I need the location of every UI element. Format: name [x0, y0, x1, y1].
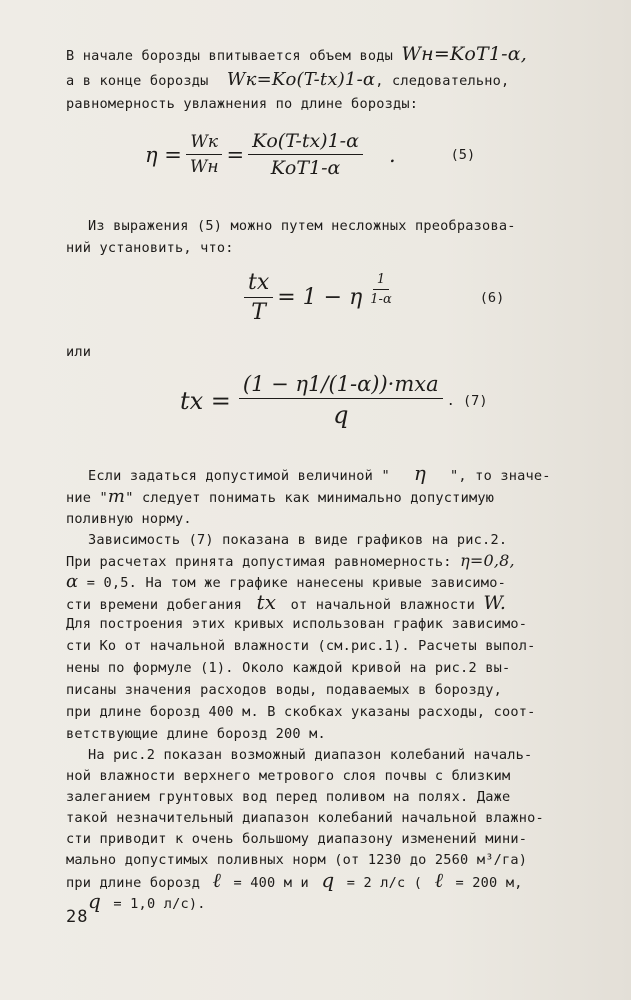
- para2-line2: ний установить, что:: [66, 240, 234, 256]
- para4-line3: α = 0,5. На том же графике нанесены кривые зависимо-: [66, 571, 506, 592]
- eq6-fraction: $\frac{tx}{T}$: [244, 270, 273, 325]
- equation-5: η = $\frac{Wк}{Wн}$ = $\frac{Kо(T-tx)1-\alpha}{\text{KоT1-α}}$ . (5): [145, 130, 476, 179]
- para4-line8: писаны значения расходов воды, подаваемых в борозду,: [66, 682, 502, 698]
- wk-formula: Wк=Kо(T-tx)1-α: [226, 69, 376, 90]
- para5-line1: На рис.2 показан возможный диапазон колебаний началь-: [88, 747, 533, 763]
- para4-line10: ветствующие длине борозд 200 м.: [66, 726, 326, 742]
- para5-line5: сти приводит к очень большому диапазону изменений мини-: [66, 831, 528, 847]
- eq7-number: . (7): [446, 392, 488, 409]
- para4-line6: сти Kо от начальной влажности (см.рис.1). Расчеты выпол-: [66, 638, 536, 654]
- para4-line7: нены по формуле (1). Около каждой кривой на рис.2 вы-: [66, 660, 511, 676]
- para1-line1: В начале борозды впитывается объем воды Wн=KоT1-α,: [66, 43, 528, 65]
- para5-line7: при длине борозд ℓ = 400 м и q = 2 л/с ( ℓ = 200 м,: [66, 868, 523, 892]
- para2-line1: Из выражения (5) можно путем несложных преобразова-: [88, 218, 516, 234]
- eq5-number: (5): [450, 146, 476, 163]
- para5-line2: ной влажности верхнего метрового слоя почвы с близким: [66, 768, 511, 784]
- eq6-number: (6): [479, 289, 505, 306]
- para3-line1: Если задаться допустимой величиной " η ", то значе-: [88, 461, 551, 485]
- para3-line3: поливную норму.: [66, 511, 192, 527]
- eq5-fraction-1: $\frac{Wк}{Wн}$: [186, 132, 223, 177]
- page-number: 28: [66, 907, 89, 927]
- word-ili: или: [66, 344, 92, 360]
- para5-line6: мально допустимых поливных норм (от 1230 до 2560 м³/га): [66, 852, 528, 868]
- equation-7: tx = $\frac{\text{(1 − η1/(1-α))·mxa}}{q}$ . (7): [180, 372, 488, 429]
- para4-line4: сти времени добегания tx от начальной влажности W.: [66, 590, 507, 614]
- para5-line3: залеганием грунтовых вод перед поливом на полях. Даже: [66, 789, 511, 805]
- para1-line2: а в конце борозды Wк=Kо(T-tx)1-α, следовательно,: [66, 69, 510, 90]
- eq5-lhs: η =: [145, 142, 182, 167]
- para1-line3: равномерность увлажнения по длине борозды:: [66, 96, 419, 112]
- wn-formula: Wн=KоT1-α,: [401, 43, 528, 65]
- para4-line5: Для построения этих кривых использован график зависимо-: [66, 616, 528, 632]
- para4-line2: При расчетах принята допустимая равномерность: η=0,8,: [66, 551, 515, 570]
- para4-line9: при длине борозд 400 м. В скобках указаны расходы, соот-: [66, 704, 536, 720]
- eq7-fraction: $\frac{\text{(1 − η1/(1-α))·mxa}}{q}$: [239, 372, 443, 429]
- para4-line1: Зависимость (7) показана в виде графиков на рис.2.: [88, 532, 508, 548]
- equation-6: $\frac{tx}{T}$ = 1 − η $\frac{1}{1-\alpha}$ (6): [240, 270, 504, 325]
- eq5-fraction-2: $\frac{Kо(T-tx)1-\alpha}{\text{KоT1-α}}$: [248, 130, 363, 179]
- para5-line4: такой незначительный диапазон колебаний начальной влажно-: [66, 810, 544, 826]
- para3-line2: ние "m" следует понимать как минимально допустимую: [66, 486, 495, 507]
- para5-line8: q = 1,0 л/с).: [88, 889, 206, 913]
- eq6-exponent: $\frac{1}{1-\alpha}$: [370, 272, 392, 307]
